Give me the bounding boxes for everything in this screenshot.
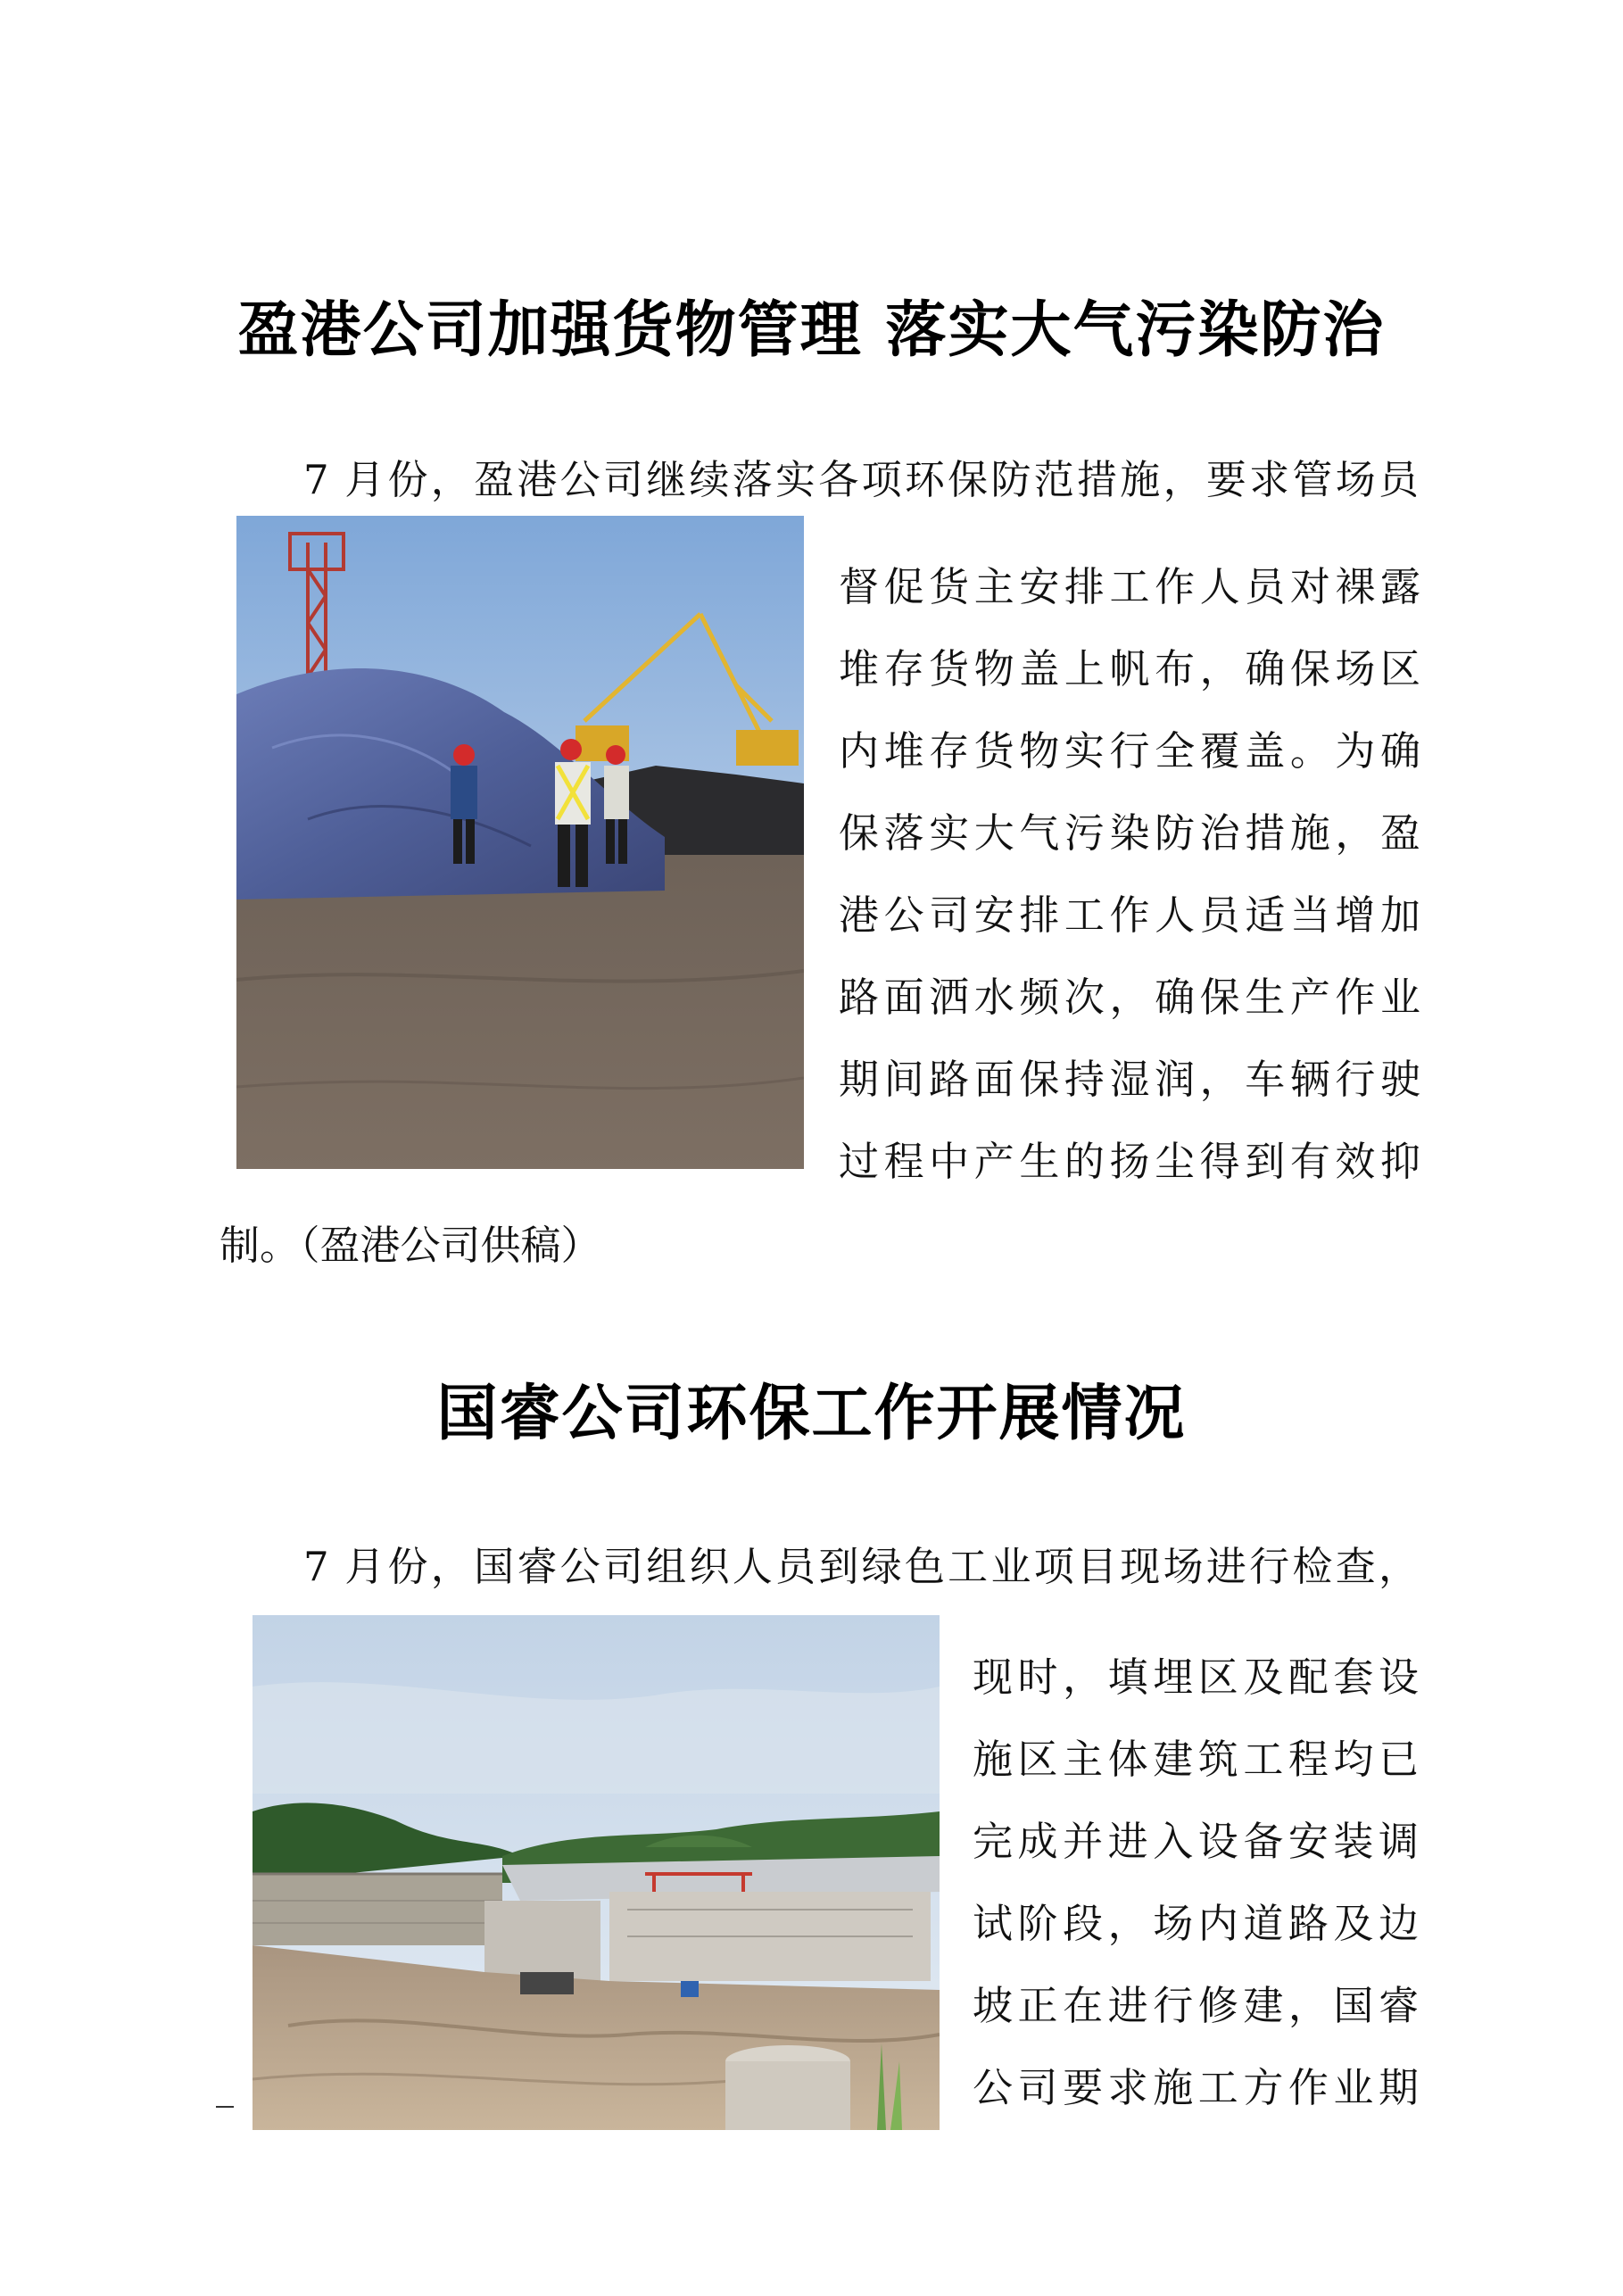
article-2-text-line: 施区主体建筑工程均已 [973, 1736, 1419, 1783]
article-2-text-line: 试阶段，场内道路及边 [973, 1900, 1419, 1947]
article-2-text-line: 完成并进入设备安装调 [973, 1818, 1419, 1865]
article-1-last-line: 制。（盈港公司供稿） [219, 1222, 601, 1269]
article-2-title: 国睿公司环保工作开展情况 [436, 1378, 1187, 1449]
article-1-first-line: 7 月份，盈港公司继续落实各项环保防范措施，要求管场员 [303, 456, 1419, 503]
article-2-text-line: 坡正在进行修建，国睿 [973, 1982, 1419, 2029]
article-2-text-line: 公司要求施工方作业期 [973, 2064, 1419, 2111]
article-1-text-line: 内堆存货物实行全覆盖。为确 [839, 727, 1420, 775]
landfill-site-photo [253, 1615, 940, 2130]
article-2-text-line: 现时，填埋区及配套设 [973, 1654, 1419, 1701]
article-1-text-line: 港公司安排工作人员适当增加 [839, 891, 1420, 939]
article-1-title: 盈港公司加强货物管理 落实大气污染防治 [237, 294, 1386, 366]
article-1-text-line: 督促货主安排工作人员对裸露 [839, 563, 1420, 610]
coal-yard-photo [236, 516, 804, 1169]
article-1-text-line: 堆存货物盖上帆布，确保场区 [839, 645, 1420, 692]
article-1-text-line: 期间路面保持湿润，车辆行驶 [839, 1056, 1420, 1103]
article-1-text-line: 过程中产生的扬尘得到有效抑 [839, 1138, 1420, 1185]
page-dash-mark [216, 2106, 234, 2108]
article-1-text-line: 保落实大气污染防治措施，盈 [839, 809, 1420, 857]
article-1-text-line: 路面洒水频次，确保生产作业 [839, 974, 1420, 1021]
article-2-first-line: 7 月份，国睿公司组织人员到绿色工业项目现场进行检查， [303, 1543, 1419, 1590]
